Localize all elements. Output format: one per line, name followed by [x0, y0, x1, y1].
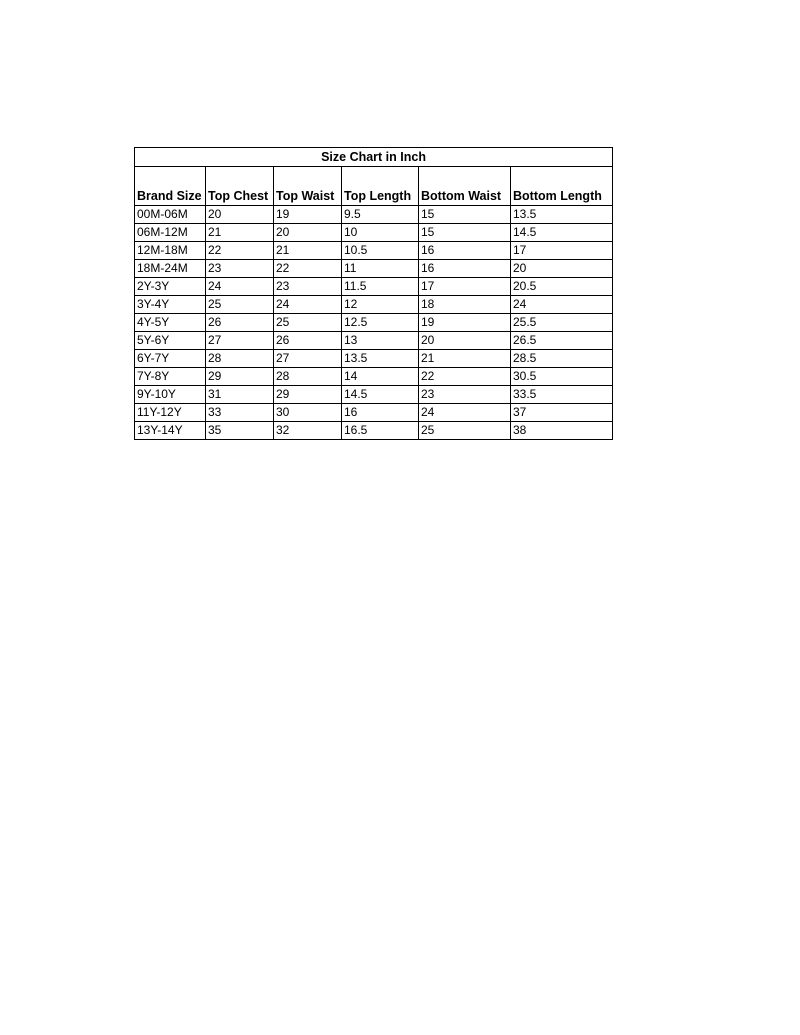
- table-cell: 21: [274, 242, 342, 260]
- table-cell: 11.5: [342, 278, 419, 296]
- table-cell: 21: [419, 350, 511, 368]
- column-header: Top Chest: [206, 167, 274, 206]
- table-cell: 12.5: [342, 314, 419, 332]
- table-cell: 25: [274, 314, 342, 332]
- table-cell: 15: [419, 206, 511, 224]
- table-cell: 12M-18M: [135, 242, 206, 260]
- table-cell: 13.5: [342, 350, 419, 368]
- table-row: [135, 296, 613, 314]
- table-cell: 11Y-12Y: [135, 404, 206, 422]
- table-cell: 4Y-5Y: [135, 314, 206, 332]
- table-cell: 3Y-4Y: [135, 296, 206, 314]
- table-cell: 25: [419, 422, 511, 440]
- table-cell: 30.5: [511, 368, 613, 386]
- table-cell: 5Y-6Y: [135, 332, 206, 350]
- table-row: [135, 350, 613, 368]
- table-cell: 22: [419, 368, 511, 386]
- table-cell: 12: [342, 296, 419, 314]
- table-cell: 28: [274, 368, 342, 386]
- table-cell: 20: [206, 206, 274, 224]
- table-row: [135, 404, 613, 422]
- table-title-row: [135, 148, 613, 167]
- table-cell: 33.5: [511, 386, 613, 404]
- table-cell: 18M-24M: [135, 260, 206, 278]
- column-header: Brand Size: [135, 167, 206, 206]
- table-cell: 33: [206, 404, 274, 422]
- table-cell: 27: [206, 332, 274, 350]
- table-cell: 32: [274, 422, 342, 440]
- table-cell: 16: [419, 242, 511, 260]
- table-cell: 10.5: [342, 242, 419, 260]
- size-chart-table: [134, 147, 613, 440]
- table-cell: 17: [419, 278, 511, 296]
- table-cell: 26: [206, 314, 274, 332]
- table-cell: 19: [419, 314, 511, 332]
- table-cell: 23: [206, 260, 274, 278]
- table-cell: 16: [342, 404, 419, 422]
- table-cell: 23: [419, 386, 511, 404]
- table-cell: 29: [206, 368, 274, 386]
- table-cell: 25.5: [511, 314, 613, 332]
- table-cell: 00M-06M: [135, 206, 206, 224]
- table-cell: 35: [206, 422, 274, 440]
- table-cell: 13.5: [511, 206, 613, 224]
- table-cell: 06M-12M: [135, 224, 206, 242]
- table-cell: 38: [511, 422, 613, 440]
- table-row: [135, 422, 613, 440]
- table-row: [135, 314, 613, 332]
- table-row: [135, 242, 613, 260]
- table-cell: 16: [419, 260, 511, 278]
- table-cell: 16.5: [342, 422, 419, 440]
- table-cell: 20.5: [511, 278, 613, 296]
- table-cell: 20: [511, 260, 613, 278]
- column-header: Bottom Length: [511, 167, 613, 206]
- column-header: Bottom Waist: [419, 167, 511, 206]
- table-cell: 10: [342, 224, 419, 242]
- table-cell: 13: [342, 332, 419, 350]
- table-cell: 22: [274, 260, 342, 278]
- table-cell: 29: [274, 386, 342, 404]
- table-cell: 6Y-7Y: [135, 350, 206, 368]
- table-row: [135, 332, 613, 350]
- table-row: [135, 206, 613, 224]
- table-cell: 31: [206, 386, 274, 404]
- table-cell: 11: [342, 260, 419, 278]
- table-cell: 24: [419, 404, 511, 422]
- table-cell: 20: [274, 224, 342, 242]
- table-cell: 26: [274, 332, 342, 350]
- table-cell: 15: [419, 224, 511, 242]
- table-cell: 19: [274, 206, 342, 224]
- table-title: Size Chart in Inch: [135, 148, 613, 167]
- table-cell: 2Y-3Y: [135, 278, 206, 296]
- table-cell: 21: [206, 224, 274, 242]
- table-cell: 9Y-10Y: [135, 386, 206, 404]
- table-cell: 24: [206, 278, 274, 296]
- table-cell: 26.5: [511, 332, 613, 350]
- table-cell: 27: [274, 350, 342, 368]
- table-row: [135, 368, 613, 386]
- table-cell: 24: [274, 296, 342, 314]
- table-cell: 17: [511, 242, 613, 260]
- table-row: [135, 224, 613, 242]
- table-cell: 14.5: [511, 224, 613, 242]
- table-cell: 22: [206, 242, 274, 260]
- table-cell: 25: [206, 296, 274, 314]
- table-cell: 14: [342, 368, 419, 386]
- table-cell: 24: [511, 296, 613, 314]
- table-cell: 14.5: [342, 386, 419, 404]
- table-cell: 30: [274, 404, 342, 422]
- table-cell: 9.5: [342, 206, 419, 224]
- column-header: Top Waist: [274, 167, 342, 206]
- table-cell: 37: [511, 404, 613, 422]
- table-cell: 7Y-8Y: [135, 368, 206, 386]
- table-body: [135, 206, 613, 440]
- column-header: Top Length: [342, 167, 419, 206]
- table-cell: 28.5: [511, 350, 613, 368]
- table-row: [135, 260, 613, 278]
- table-row: [135, 278, 613, 296]
- table-header-row: [135, 167, 613, 206]
- table-cell: 23: [274, 278, 342, 296]
- table-cell: 18: [419, 296, 511, 314]
- table-cell: 20: [419, 332, 511, 350]
- table-cell: 13Y-14Y: [135, 422, 206, 440]
- table-cell: 28: [206, 350, 274, 368]
- table-row: [135, 386, 613, 404]
